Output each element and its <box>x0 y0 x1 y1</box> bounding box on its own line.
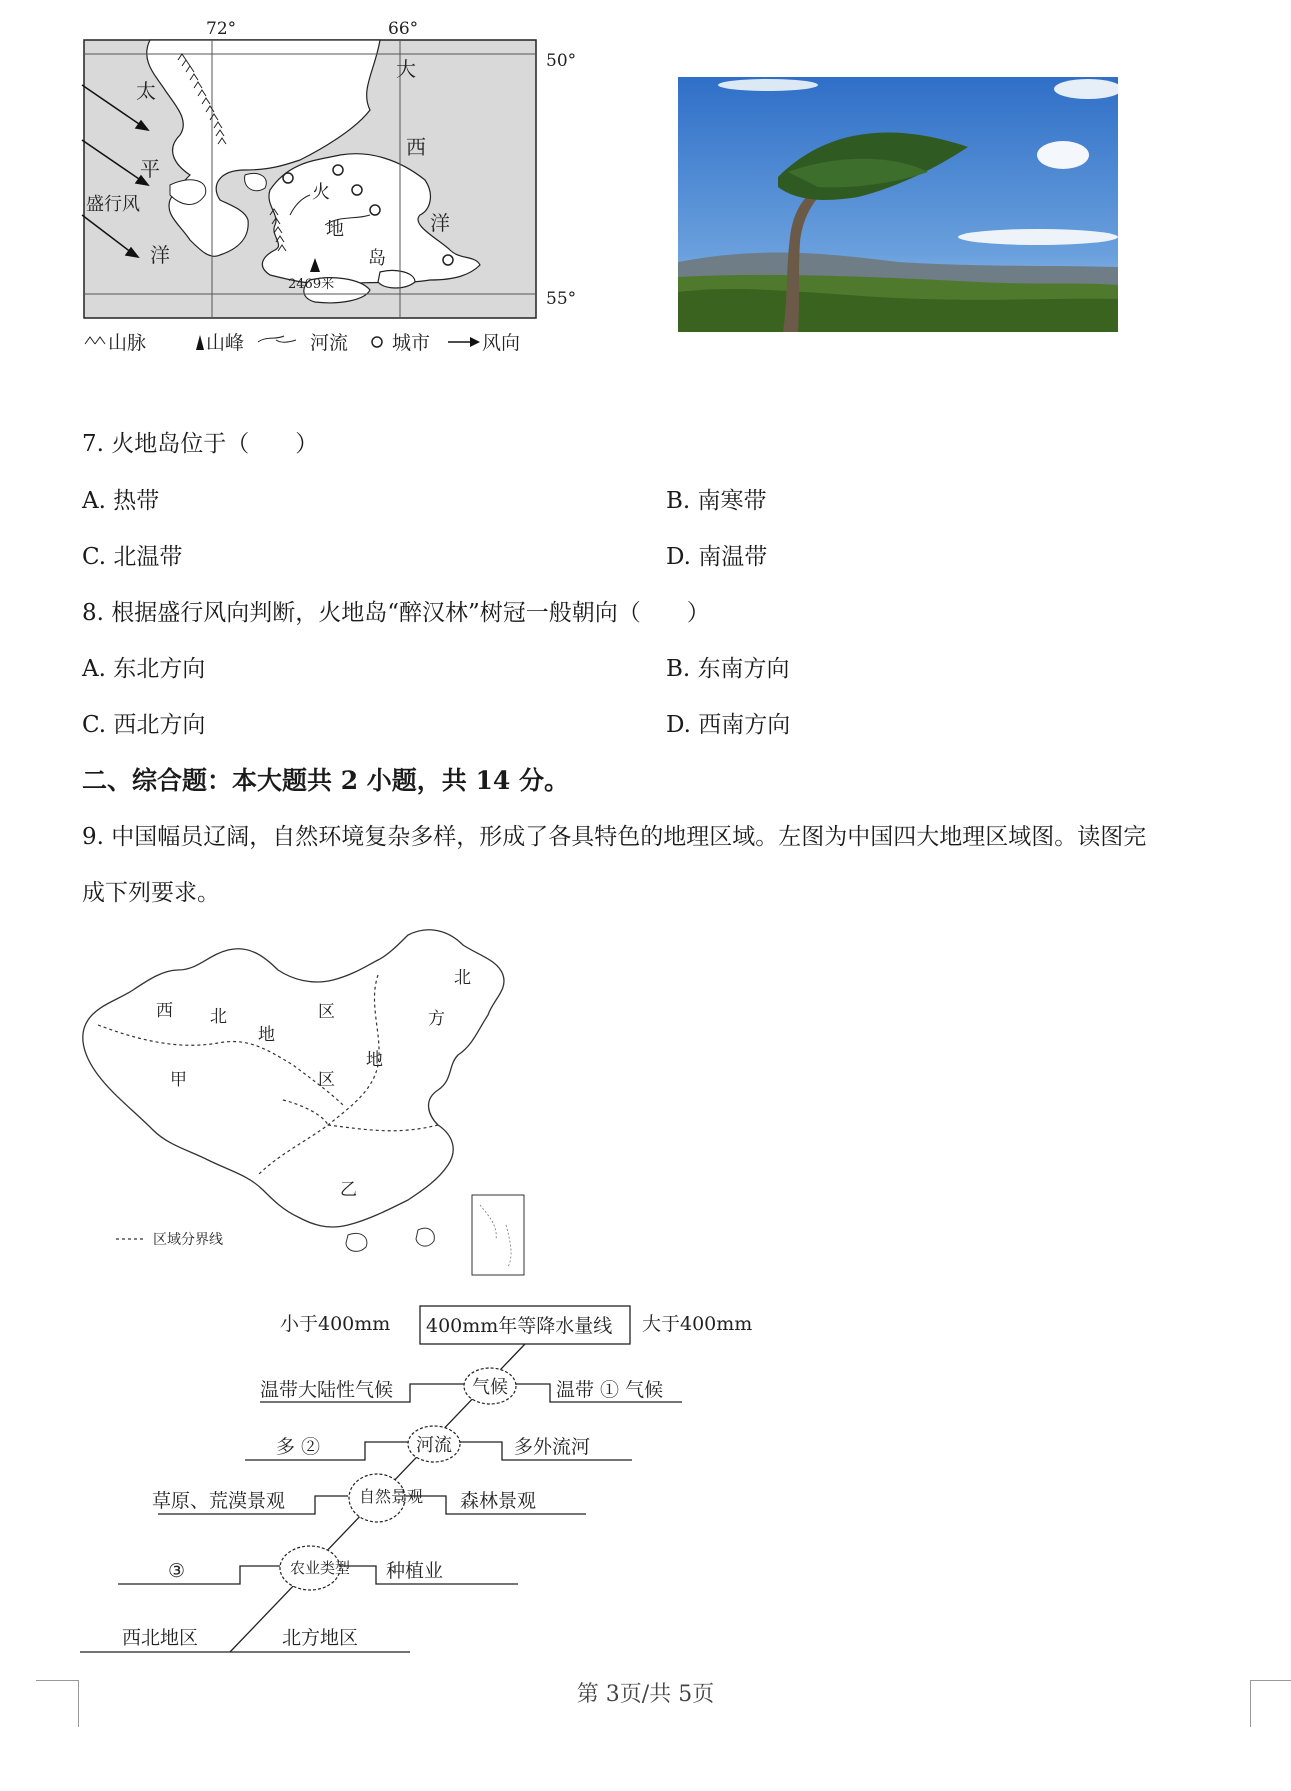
map2-legend-label: 区域分界线 <box>153 1232 223 1248</box>
atlantic-char-1: 大 <box>396 57 416 81</box>
legend-mountain-label: 山脉 <box>108 332 147 354</box>
wind-label: 盛行风 <box>86 194 140 215</box>
map2-label-yi: 乙 <box>340 1180 357 1200</box>
lon-label-66: 66° <box>388 19 419 39</box>
legend-city-label: 城市 <box>392 332 431 354</box>
q9-stem-line2: 成下列要求。 <box>82 880 220 906</box>
legend-river-label: 河流 <box>310 332 349 354</box>
map2-label-fang: 方 <box>428 1009 445 1029</box>
q7-option-d[interactable]: D. 南温带 <box>666 544 768 570</box>
q8-stem: 8. 根据盛行风向判断，火地岛“醉汉林”树冠一般朝向（ ） <box>82 600 710 626</box>
map2-label-qu1: 区 <box>318 1002 335 1022</box>
map2-label-qu2: 区 <box>318 1070 335 1090</box>
diagram-row2-right: 多外流河 <box>514 1436 591 1458</box>
diagram-right-top: 大于400mm <box>642 1313 753 1335</box>
lat-label-55: 55° <box>546 289 577 309</box>
pacific-char-3: 洋 <box>150 243 170 267</box>
island-char-2: 地 <box>326 219 344 240</box>
map2-label-di2: 地 <box>366 1050 383 1070</box>
legend-mountain-icon <box>85 337 105 344</box>
legend-river-icon <box>258 336 296 342</box>
diagram-row3-right: 森林景观 <box>460 1490 537 1512</box>
diagram-bottom-left: 西北地区 <box>122 1627 199 1649</box>
corner-mark-right <box>1250 1680 1291 1727</box>
q8-option-a[interactable]: A. 东北方向 <box>82 656 206 682</box>
q8-option-d[interactable]: D. 西南方向 <box>666 712 791 738</box>
map2-label-jia: 甲 <box>170 1070 187 1090</box>
island-char-3: 岛 <box>368 248 386 269</box>
q7-stem: 7. 火地岛位于（ ） <box>82 431 319 457</box>
legend-wind-label: 风向 <box>482 332 521 354</box>
diagram-node-river: 河流 <box>416 1435 452 1456</box>
legend-peak-icon <box>196 335 204 350</box>
legend-city-icon <box>372 337 382 347</box>
diagram-row4-right: 种植业 <box>386 1560 444 1582</box>
q8-option-c[interactable]: C. 西北方向 <box>82 712 206 738</box>
pacific-char-2: 平 <box>140 157 160 181</box>
diagram-row2-left: 多 ② <box>276 1436 321 1458</box>
diagram-center-box: 400mm年等降水量线 <box>426 1315 613 1337</box>
map2-label-di1: 地 <box>258 1025 275 1045</box>
legend-peak-label: 山峰 <box>206 332 245 354</box>
diagram-left-top: 小于400mm <box>280 1313 391 1335</box>
section-2-heading: 二、综合题：本大题共 2 小题，共 14 分。 <box>82 766 570 795</box>
atlantic-char-3: 洋 <box>430 211 450 235</box>
tierra-del-fuego-map <box>70 10 660 395</box>
diagram-row1-right: 温带 ① 气候 <box>556 1379 664 1401</box>
china-regions-map <box>78 925 538 1280</box>
pacific-char-1: 太 <box>136 79 156 103</box>
map2-label-xi: 西 <box>156 1001 173 1021</box>
map2-label-bei1: 北 <box>210 1007 227 1027</box>
corner-mark-left <box>36 1680 79 1727</box>
q9-stem-line1: 9. 中国幅员辽阔，自然环境复杂多样，形成了各具特色的地理区域。左图为中国四大地理区域图。读图完 <box>82 824 1147 850</box>
lat-label-50: 50° <box>546 51 577 71</box>
diagram-node-landscape: 自然景观 <box>359 1487 424 1506</box>
q7-option-c[interactable]: C. 北温带 <box>82 544 183 570</box>
diagram-row1-left: 温带大陆性气候 <box>260 1379 394 1401</box>
lon-label-72: 72° <box>206 19 237 39</box>
q7-option-a[interactable]: A. 热带 <box>82 488 160 514</box>
diagram-row4-left: ③ <box>168 1560 186 1582</box>
map2-label-bei2: 北 <box>454 968 471 988</box>
atlantic-char-2: 西 <box>406 135 426 159</box>
diagram-row3-left: 草原、荒漠景观 <box>152 1490 286 1512</box>
map-legend <box>85 332 520 354</box>
contrast-diagram <box>70 1290 790 1660</box>
q7-option-b[interactable]: B. 南寒带 <box>666 488 767 514</box>
diagram-bottom-right: 北方地区 <box>282 1627 359 1649</box>
diagram-node-agriculture: 农业类型 <box>290 1559 351 1577</box>
q8-option-b[interactable]: B. 东南方向 <box>666 656 790 682</box>
page-footer: 第 3页/共 5页 <box>576 1682 715 1707</box>
windswept-tree-photo <box>678 77 1118 332</box>
peak-elevation-label: 2469米 <box>288 277 335 292</box>
diagram-node-climate: 气候 <box>472 1377 508 1398</box>
legend-wind-icon <box>470 337 480 347</box>
island-char-1: 火 <box>312 182 330 203</box>
